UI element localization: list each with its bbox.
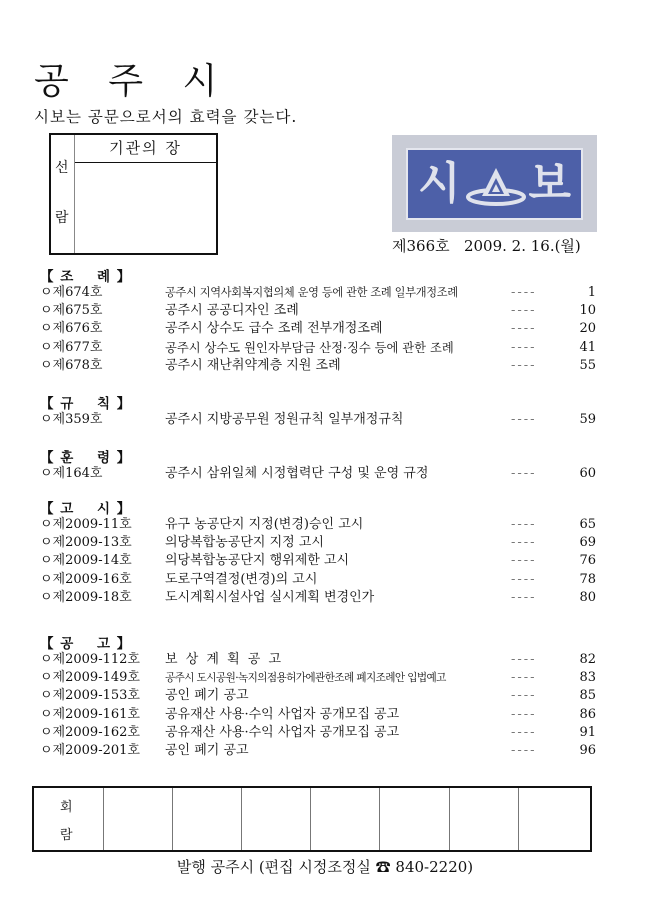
sibo-logo-field (406, 148, 583, 220)
circulation-label-top: 회 (60, 800, 73, 815)
item-title: 의당복합농공단지 지정 고시 (165, 535, 324, 550)
item-page: 69 (579, 535, 596, 550)
circulation-signature-cell[interactable] (104, 788, 173, 850)
item-title: 공주시 지역사회복지협의체 운영 등에 관한 조례 일부개정조례 (165, 286, 458, 299)
item-page: 59 (579, 412, 596, 427)
item-number: ㅇ제676호 (40, 321, 103, 336)
toc-row[interactable] (40, 465, 600, 483)
item-number: ㅇ제359호 (40, 412, 103, 427)
item-title: 도시계획시설사업 실시계획 변경인가 (165, 590, 375, 605)
review-box (49, 133, 218, 255)
item-number: ㅇ제678호 (40, 358, 103, 373)
leader-dashes: ---- (511, 358, 537, 373)
leader-dashes: ---- (511, 553, 537, 568)
leader-dashes: ---- (511, 303, 537, 318)
item-number: ㅇ제2009-153호 (40, 688, 140, 703)
item-number: ㅇ제2009-162호 (40, 725, 140, 740)
item-page: 41 (579, 340, 596, 355)
item-number: ㅇ제2009-149호 (40, 670, 140, 685)
review-header: 기관의 장 (75, 135, 216, 163)
leader-dashes: ---- (511, 285, 537, 300)
item-title: 공주시 상수도 원인자부담금 산정·징수 등에 관한 조례 (165, 341, 454, 355)
item-number: ㅇ제675호 (40, 303, 103, 318)
item-page: 60 (579, 466, 596, 481)
logo-right-char: 보 (528, 158, 571, 209)
item-page: 10 (579, 303, 596, 318)
review-label-bottom: 람 (55, 210, 69, 226)
leader-dashes: ---- (511, 517, 537, 532)
item-page: 65 (579, 517, 596, 532)
circulation-table (32, 786, 592, 852)
toc-row[interactable] (40, 320, 600, 338)
circulation-signature-cell[interactable] (519, 788, 590, 850)
circulation-signature-cell[interactable] (311, 788, 380, 850)
item-title: 공주시 삼위일체 시정협력단 구성 및 운영 규정 (165, 466, 429, 481)
review-side-column (51, 135, 75, 253)
city-emblem-icon (464, 164, 528, 208)
section-heading-directive: 【 훈 령 】 (40, 450, 132, 466)
leader-dashes: ---- (511, 572, 537, 587)
item-title: 공주시 재난취약계층 지원 조례 (165, 358, 341, 373)
item-page: 83 (579, 670, 596, 685)
item-page: 55 (579, 358, 596, 373)
item-title: 공주시 도시공원·녹지의점용허가에관한조례 폐지조례안 입법예고 (165, 672, 446, 684)
review-label-top: 선 (55, 160, 69, 176)
toc-row[interactable] (40, 651, 600, 669)
logo-left-char: 시 (418, 158, 461, 209)
document-subtitle: 시보는 공문으로서의 효력을 갖는다. (34, 108, 298, 126)
toc-row[interactable] (40, 534, 600, 552)
item-number: ㅇ제2009-161호 (40, 707, 140, 722)
toc-row[interactable] (40, 742, 600, 760)
circulation-signature-cell[interactable] (242, 788, 311, 850)
item-page: 76 (579, 553, 596, 568)
item-number: ㅇ제2009-18호 (40, 590, 132, 605)
leader-dashes: ---- (511, 466, 537, 481)
item-number: ㅇ제2009-112호 (40, 652, 140, 667)
leader-dashes: ---- (511, 535, 537, 550)
item-title: 공주시 공공디자인 조례 (165, 303, 299, 318)
issue-info (392, 236, 581, 256)
toc-row[interactable] (40, 516, 600, 534)
toc-row[interactable] (40, 357, 600, 375)
item-page: 1 (587, 285, 596, 300)
toc-row[interactable] (40, 284, 600, 302)
leader-dashes: ---- (511, 412, 537, 427)
item-title: 보 상 계 획 공 고 (165, 652, 284, 667)
item-title: 공인 폐기 공고 (165, 743, 249, 758)
toc-row[interactable] (40, 706, 600, 724)
leader-dashes: ---- (511, 688, 537, 703)
item-page: 96 (579, 743, 596, 758)
leader-dashes: ---- (511, 340, 537, 355)
leader-dashes: ---- (511, 670, 537, 685)
circulation-signature-cell[interactable] (173, 788, 242, 850)
item-title: 공주시 상수도 급수 조례 전부개정조례 (165, 321, 383, 336)
item-title: 의당복합농공단지 행위제한 고시 (165, 553, 350, 568)
item-page: 91 (579, 725, 596, 740)
section-heading-announcement: 【 공 고 】 (40, 636, 132, 652)
item-number: ㅇ제2009-16호 (40, 572, 132, 587)
item-number: ㅇ제674호 (40, 285, 103, 300)
leader-dashes: ---- (511, 590, 537, 605)
circulation-label-cell (34, 788, 104, 850)
item-title: 공인 폐기 공고 (165, 688, 249, 703)
toc-row[interactable] (40, 687, 600, 705)
item-page: 80 (579, 590, 596, 605)
issue-number: 제366호 (392, 237, 450, 255)
toc-row[interactable] (40, 411, 600, 429)
circulation-label-bottom: 람 (60, 828, 73, 843)
section-heading-rule: 【 규 칙 】 (40, 396, 132, 412)
item-page: 85 (579, 688, 596, 703)
publisher-footer: 발행 공주시 (편집 시정조정실 ☎ 840-2220) (176, 858, 474, 876)
toc-row[interactable] (40, 589, 600, 607)
item-number: ㅇ제2009-201호 (40, 743, 140, 758)
toc-row[interactable] (40, 669, 600, 687)
item-page: 82 (579, 652, 596, 667)
section-heading-ordinance: 【 조 례 】 (40, 269, 132, 285)
circulation-signature-cell[interactable] (380, 788, 450, 850)
leader-dashes: ---- (511, 725, 537, 740)
item-number: ㅇ제2009-14호 (40, 553, 132, 568)
item-title: 유구 농공단지 지정(변경)승인 고시 (165, 517, 364, 532)
toc-row[interactable] (40, 571, 600, 589)
leader-dashes: ---- (511, 321, 537, 336)
toc-row[interactable] (40, 339, 600, 357)
item-page: 20 (579, 321, 596, 336)
leader-dashes: ---- (511, 652, 537, 667)
document-title: 공 주 시 (34, 61, 232, 102)
circulation-signature-cell[interactable] (450, 788, 519, 850)
item-title: 공주시 지방공무원 정원규칙 일부개정규칙 (165, 412, 404, 427)
item-title: 공유재산 사용·수익 사업자 공개모집 공고 (165, 707, 400, 722)
item-number: ㅇ제677호 (40, 340, 103, 355)
item-number: ㅇ제164호 (40, 466, 103, 481)
item-page: 86 (579, 707, 596, 722)
item-title: 도로구역결정(변경)의 고시 (165, 572, 318, 587)
toc-row[interactable] (40, 552, 600, 570)
item-number: ㅇ제2009-13호 (40, 535, 132, 550)
item-page: 78 (579, 572, 596, 587)
leader-dashes: ---- (511, 743, 537, 758)
item-title: 공유재산 사용·수익 사업자 공개모집 공고 (165, 725, 400, 740)
sibo-logo (392, 135, 597, 232)
leader-dashes: ---- (511, 707, 537, 722)
item-number: ㅇ제2009-11호 (40, 517, 132, 532)
toc-row[interactable] (40, 724, 600, 742)
issue-date: 2009. 2. 16.(월) (463, 237, 581, 255)
toc-row[interactable] (40, 302, 600, 320)
section-heading-notice: 【 고 시 】 (40, 501, 132, 517)
